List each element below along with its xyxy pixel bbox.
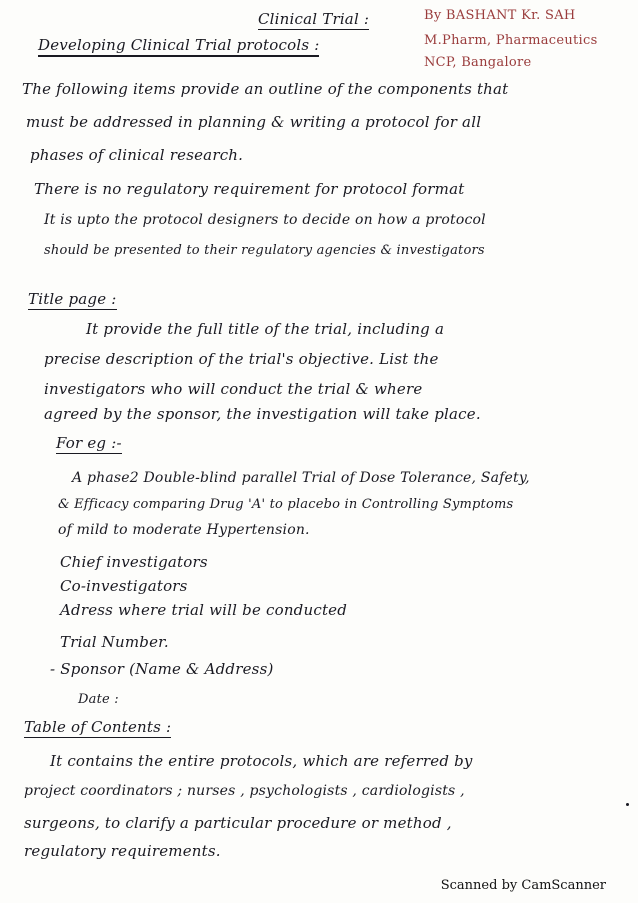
author-line-2: M.Pharm, Pharmaceutics bbox=[424, 33, 598, 48]
toc-line-2: project coordinators ; nurses , psychologists , cardiologists , bbox=[24, 783, 465, 799]
toc-line-1: It contains the entire protocols, which are referred by bbox=[50, 752, 473, 770]
intro-line-2: must be addressed in planning & writing a protocol for all bbox=[26, 113, 482, 131]
author-line-3: NCP, Bangalore bbox=[424, 55, 532, 70]
intro-line-6: should be presented to their regulatory agencies & investigators bbox=[44, 243, 485, 258]
toc-line-4: regulatory requirements. bbox=[24, 842, 221, 860]
example-line-2: & Efficacy comparing Drug 'A' to placebo in Controlling Symptoms bbox=[58, 497, 514, 512]
toc-heading: Table of Contents : bbox=[24, 718, 172, 736]
item-chief-investigators: Chief investigators bbox=[60, 553, 208, 571]
example-line-3: of mild to moderate Hypertension. bbox=[58, 522, 310, 538]
example-label: For eg :- bbox=[56, 434, 122, 452]
intro-line-3: phases of clinical research. bbox=[30, 146, 244, 164]
title-page-heading: Title page : bbox=[28, 290, 117, 308]
intro-line-5: It is upto the protocol designers to decide on how a protocol bbox=[44, 212, 486, 228]
title-page-line-4: agreed by the sponsor, the investigation will take place. bbox=[44, 405, 481, 423]
page-title: Clinical Trial : bbox=[258, 10, 370, 28]
title-page-line-2: precise description of the trial's objective. List the bbox=[44, 350, 439, 368]
title-page-line-1: It provide the full title of the trial, including a bbox=[86, 320, 445, 338]
author-line-1: By BASHANT Kr. SAH bbox=[424, 8, 576, 23]
item-date: Date : bbox=[78, 692, 119, 707]
page-subtitle: Developing Clinical Trial protocols : bbox=[38, 36, 319, 57]
toc-line-3: surgeons, to clarify a particular procedure or method , bbox=[24, 814, 452, 832]
title-page-line-3: investigators who will conduct the trial & where bbox=[44, 380, 423, 398]
intro-line-1: The following items provide an outline of the components that bbox=[22, 80, 509, 98]
item-sponsor: - Sponsor (Name & Address) bbox=[50, 660, 274, 678]
intro-line-4: There is no regulatory requirement for protocol format bbox=[34, 180, 465, 198]
item-address: Adress where trial will be conducted bbox=[60, 601, 348, 619]
item-co-investigators: Co-investigators bbox=[60, 577, 188, 595]
scanner-watermark: Scanned by CamScanner bbox=[440, 878, 606, 893]
margin-dot bbox=[626, 803, 629, 806]
item-trial-number: Trial Number. bbox=[60, 633, 169, 651]
example-line-1: A phase2 Double-blind parallel Trial of Dose Tolerance, Safety, bbox=[72, 470, 530, 486]
